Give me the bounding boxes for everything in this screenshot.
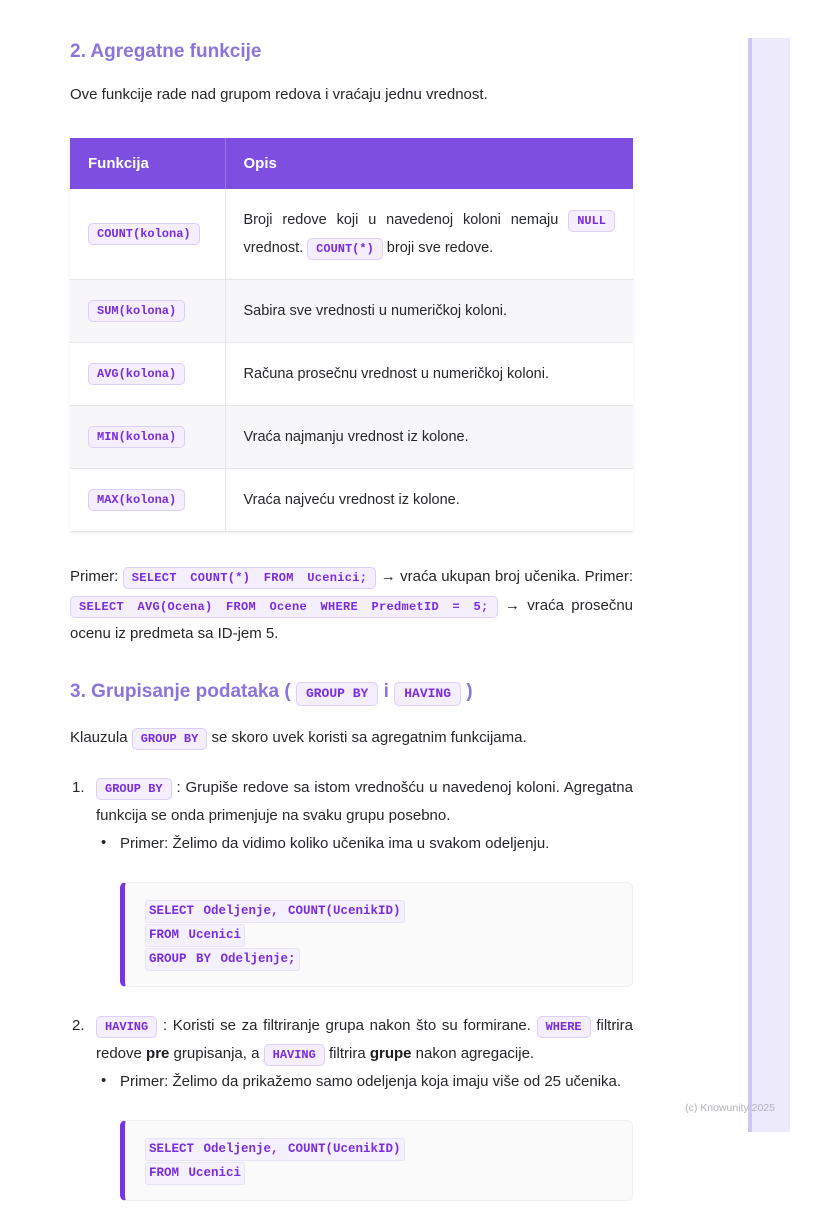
list-item-number: 2. <box>72 1016 85 1034</box>
inline-code-badge: GROUP BY <box>296 682 378 706</box>
sql-code-line: SELECT Odeljenje, COUNT(UcenikID) <box>145 899 612 923</box>
section3-heading: 3. Grupisanje podataka ( GROUP BY i HAVING ) <box>70 680 633 706</box>
function-code-badge: MIN(kolona) <box>88 426 185 448</box>
column-header-opis: Opis <box>225 138 633 189</box>
inline-code-badge: GROUP BY <box>96 778 172 800</box>
list-item-text: GROUP BY : Grupiše redove sa istom vrednošću u navedenoj koloni. Agregatna funkcija se onda primenjuje na svaku grupu posebno. <box>96 778 633 824</box>
copyright-credit: (c) Knowunity 2025 <box>685 1102 775 1114</box>
function-code-badge: SUM(kolona) <box>88 300 185 322</box>
inline-code-badge: GROUP BY <box>132 728 208 750</box>
bullet-text: Primer: Želimo da prikažemo samo odeljenja koja imaju više od 25 učenika. <box>120 1072 622 1090</box>
inline-code-badge: NULL <box>568 210 615 232</box>
list-item-number: 1. <box>72 778 85 796</box>
function-description: Vraća najveću vrednost iz kolone. <box>225 469 633 532</box>
aggregate-functions-table <box>70 138 633 532</box>
sql-code-line: FROM Ucenici <box>145 1161 612 1185</box>
inline-code-badge: HAVING <box>96 1016 157 1038</box>
section3-intro: Klauzula GROUP BY se skoro uvek koristi sa agregatnim funkcijama. <box>70 726 633 750</box>
function-description: Broji redove koji u navedenoj koloni nemaju NULL vrednost. COUNT(*) broji sve redove. <box>225 189 633 280</box>
bullet-icon: • <box>101 833 107 851</box>
column-header-funkcija: Funkcija <box>70 138 225 189</box>
bullet-example-having <box>70 1068 633 1096</box>
document-content <box>70 40 633 1226</box>
inline-code-badge: SELECT AVG(Ocena) FROM Ocene WHERE PredmetID = 5; <box>70 596 498 618</box>
list-item-having <box>70 1012 633 1068</box>
inline-code-badge: HAVING <box>264 1044 325 1066</box>
function-code-badge: MAX(kolona) <box>88 489 185 511</box>
primer-example-1: Primer: SELECT COUNT(*) FROM Ucenici; → vraća ukupan broj učenika. <box>70 568 585 585</box>
table-row <box>70 189 633 280</box>
bullet-text: Primer: Želimo da vidimo koliko učenika ima u svakom odeljenju. <box>120 834 550 852</box>
table-row <box>70 469 633 532</box>
function-description: Računa prosečnu vrednost u numeričkoj koloni. <box>225 343 633 406</box>
list-item-group-by <box>70 774 633 830</box>
section2-heading: 2. Agregatne funkcije <box>70 41 262 62</box>
table-row <box>70 406 633 469</box>
table-row <box>70 280 633 343</box>
sql-code-line: SELECT Odeljenje, COUNT(UcenikID) <box>145 1137 612 1161</box>
sql-code-line: GROUP BY Odeljenje; <box>145 947 612 971</box>
inline-code-badge: HAVING <box>394 682 461 706</box>
page-margin-bar <box>748 38 790 1132</box>
bullet-icon: • <box>101 1071 107 1089</box>
primer-example-2: Primer: SELECT AVG(Ocena) FROM Ocene WHERE PredmetID = 5; → vraća prosečnu ocenu iz predmeta sa ID-jem 5. <box>70 568 634 642</box>
bullet-example-group-by <box>70 830 633 858</box>
sql-code-block-group-by <box>120 882 633 987</box>
section2-intro: Ove funkcije rade nad grupom redova i vraćaju jednu vrednost. <box>70 86 488 103</box>
sql-code-block-having <box>120 1120 633 1201</box>
sql-code-line: FROM Ucenici <box>145 923 612 947</box>
function-description: Sabira sve vrednosti u numeričkoj koloni. <box>225 280 633 343</box>
function-code-badge: COUNT(kolona) <box>88 223 200 245</box>
table-row <box>70 343 633 406</box>
list-item-text: HAVING : Koristi se za filtriranje grupa nakon što su formirane. WHERE filtrira redove pre grupisanja, a HAVING filtrira grupe nakon agregacije. <box>96 1017 633 1062</box>
inline-code-badge: COUNT(*) <box>307 238 383 260</box>
function-code-badge: AVG(kolona) <box>88 363 185 385</box>
inline-code-badge: SELECT COUNT(*) FROM Ucenici; <box>123 567 377 589</box>
table-header-row <box>70 138 633 189</box>
inline-code-badge: WHERE <box>537 1016 591 1038</box>
function-description: Vraća najmanju vrednost iz kolone. <box>225 406 633 469</box>
primer-examples <box>70 563 633 649</box>
